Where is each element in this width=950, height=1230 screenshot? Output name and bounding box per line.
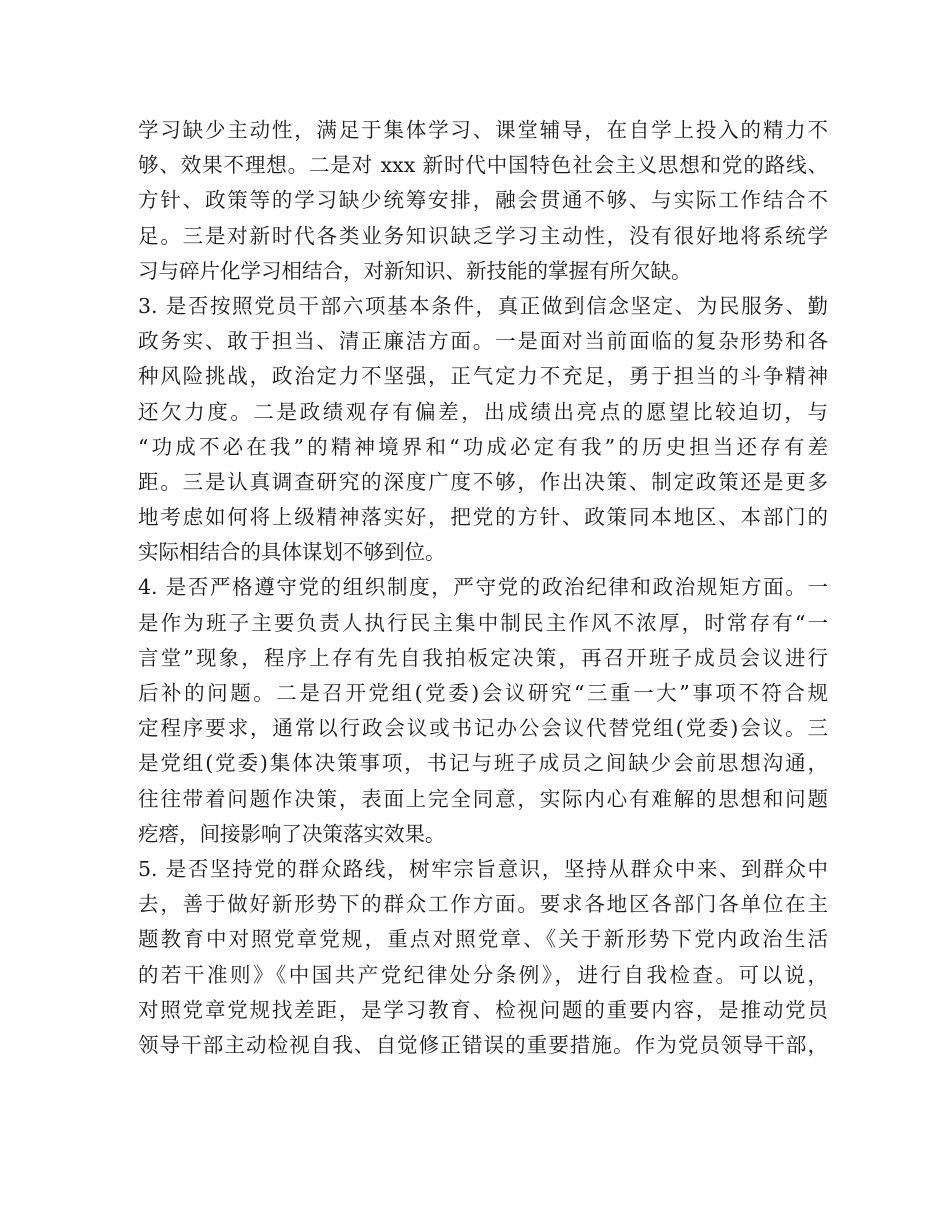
text-line: 是党组(党委)集体决策事项，书记与班子成员之间缺少会前思想沟通， (138, 751, 828, 776)
text-line: 后补的问题。二是召开党组(党委)会议研究“三重一大”事项不符合规 (138, 681, 828, 705)
text-line: 还欠力度。二是政绩观存有偏差，出成绩出亮点的愿望比较迫切，与 (138, 399, 828, 424)
text-line: 定程序要求，通常以行政会议或书记办公会议代替党组(党委)会议。三 (138, 716, 828, 741)
text-line: 往往带着问题作决策，表面上完全同意，实际内心有难解的思想和问题 (138, 786, 828, 811)
text-line: 去，善于做好新形势下的群众工作方面。要求各地区各部门各单位在主 (138, 892, 828, 917)
body-text (138, 113, 828, 1063)
text-line: 5. 是否坚持党的群众路线，树牢宗旨意识，坚持从群众中来、到群众中 (138, 856, 828, 881)
text-line: 政务实、敢于担当、清正廉洁方面。一是面对当前面临的复杂形势和各 (138, 329, 828, 354)
text-line: 足。三是对新时代各类业务知识缺乏学习主动性，没有很好地将系统学 (138, 223, 828, 248)
text-line: “功成不必在我”的精神境界和“功成必定有我”的历史担当还存有差 (138, 434, 828, 459)
text-line: 领导干部主动检视自我、自觉修正错误的重要措施。作为党员领导干部， (138, 1032, 828, 1057)
text-line: 实际相结合的具体谋划不够到位。 (138, 540, 446, 565)
text-line: 疙瘩，间接影响了决策落实效果。 (138, 821, 446, 846)
text-line: 题教育中对照党章党规，重点对照党章、《关于新形势下党内政治生活 (138, 927, 828, 952)
text-line: 够、效果不理想。二是对 xxx 新时代中国特色社会主义思想和党的路线、 (138, 153, 828, 178)
text-line: 是作为班子主要负责人执行民主集中制民主作风不浓厚，时常存有“一 (138, 610, 828, 635)
text-line: 距。三是认真调查研究的深度广度不够，作出决策、制定政策还是更多 (138, 469, 828, 494)
text-line: 方针、政策等的学习缺少统筹安排，融会贯通不够、与实际工作结合不 (138, 188, 828, 213)
text-line: 3. 是否按照党员干部六项基本条件，真正做到信念坚定、为民服务、勤 (138, 293, 828, 318)
text-line: 4. 是否严格遵守党的组织制度，严守党的政治纪律和政治规矩方面。一 (138, 575, 828, 600)
text-line: 言堂”现象，程序上存有先自我拍板定决策，再召开班子成员会议进行 (138, 645, 828, 670)
text-line: 对照党章党规找差距，是学习教育、检视问题的重要内容，是推动党员 (138, 997, 828, 1022)
text-line: 种风险挑战，政治定力不坚强，正气定力不充足，勇于担当的斗争精神 (138, 364, 828, 389)
text-line: 的若干准则》《中国共产党纪律处分条例》，进行自我检查。可以说， (138, 962, 828, 987)
text-line: 地考虑如何将上级精神落实好，把党的方针、政策同本地区、本部门的 (138, 505, 828, 530)
text-line: 习与碎片化学习相结合，对新知识、新技能的掌握有所欠缺。 (138, 258, 692, 283)
text-line: 学习缺少主动性，满足于集体学习、课堂辅导，在自学上投入的精力不 (138, 118, 828, 142)
